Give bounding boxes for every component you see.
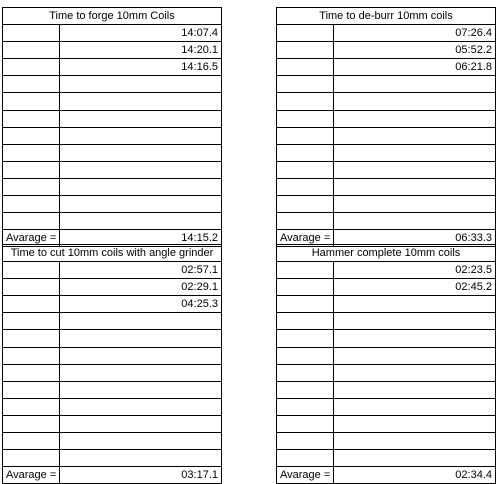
average-label[interactable]: Avarage =	[3, 467, 60, 484]
time-cell[interactable]	[60, 196, 222, 213]
average-value[interactable]: 02:34.4	[334, 467, 496, 484]
time-cell[interactable]	[60, 330, 222, 347]
time-cell[interactable]	[334, 127, 496, 144]
time-cell[interactable]	[334, 178, 496, 195]
timing-table	[276, 244, 496, 484]
time-cell[interactable]	[60, 110, 222, 127]
table-row	[3, 262, 222, 279]
table-row	[277, 144, 496, 161]
label-cell[interactable]	[277, 93, 334, 110]
time-cell[interactable]	[334, 381, 496, 398]
time-cell[interactable]: 02:57.1	[60, 262, 222, 279]
label-cell[interactable]	[3, 347, 60, 364]
table-row	[3, 76, 222, 93]
table-row	[3, 330, 222, 347]
table-row	[3, 347, 222, 364]
table-row	[277, 415, 496, 432]
label-cell[interactable]	[3, 313, 60, 330]
table-row	[3, 196, 222, 213]
average-label[interactable]: Avarage =	[277, 467, 334, 484]
label-cell[interactable]	[277, 364, 334, 381]
label-cell[interactable]	[277, 262, 334, 279]
time-cell[interactable]	[60, 381, 222, 398]
label-cell[interactable]	[277, 161, 334, 178]
table-row	[277, 313, 496, 330]
table-row	[3, 127, 222, 144]
label-cell[interactable]	[3, 450, 60, 467]
time-cell[interactable]	[334, 144, 496, 161]
time-cell[interactable]	[60, 364, 222, 381]
table-row	[3, 93, 222, 110]
table-row	[277, 127, 496, 144]
time-cell[interactable]	[60, 127, 222, 144]
average-value[interactable]: 14:15.2	[60, 230, 222, 247]
label-cell[interactable]	[3, 25, 60, 42]
time-cell[interactable]	[60, 93, 222, 110]
table-row	[277, 110, 496, 127]
time-cell[interactable]: 02:29.1	[60, 279, 222, 296]
table-row	[3, 178, 222, 195]
label-cell[interactable]	[3, 330, 60, 347]
table-row	[3, 381, 222, 398]
label-cell[interactable]	[3, 161, 60, 178]
label-cell[interactable]	[3, 59, 60, 76]
table-row	[277, 213, 496, 230]
table-row	[3, 450, 222, 467]
timing-table	[2, 7, 222, 247]
label-cell[interactable]	[277, 433, 334, 450]
time-cell[interactable]	[334, 398, 496, 415]
time-cell[interactable]	[60, 313, 222, 330]
table-row	[3, 364, 222, 381]
time-cell[interactable]	[60, 178, 222, 195]
table-row	[277, 42, 496, 59]
label-cell[interactable]	[277, 347, 334, 364]
label-cell[interactable]	[3, 42, 60, 59]
label-cell[interactable]	[277, 178, 334, 195]
average-value[interactable]: 03:17.1	[60, 467, 222, 484]
time-cell[interactable]	[334, 364, 496, 381]
label-cell[interactable]	[3, 110, 60, 127]
table-row	[3, 279, 222, 296]
label-cell[interactable]	[3, 178, 60, 195]
time-cell[interactable]	[60, 161, 222, 178]
time-cell[interactable]: 05:52.2	[334, 42, 496, 59]
label-cell[interactable]	[277, 76, 334, 93]
time-cell[interactable]	[334, 313, 496, 330]
time-cell[interactable]: 06:21.8	[334, 59, 496, 76]
label-cell[interactable]	[277, 144, 334, 161]
table-title[interactable]: Time to cut 10mm coils with angle grinder	[3, 245, 222, 262]
time-cell[interactable]	[334, 161, 496, 178]
label-cell[interactable]	[3, 93, 60, 110]
table-row	[277, 59, 496, 76]
average-label[interactable]: Avarage =	[277, 230, 334, 247]
time-cell[interactable]	[334, 110, 496, 127]
time-cell[interactable]: 14:16.5	[60, 59, 222, 76]
label-cell[interactable]	[3, 381, 60, 398]
table-row	[277, 161, 496, 178]
label-cell[interactable]	[277, 110, 334, 127]
table-row	[3, 42, 222, 59]
label-cell[interactable]	[3, 296, 60, 313]
timing-table	[2, 244, 222, 484]
table-title[interactable]: Hammer complete 10mm coils	[277, 245, 496, 262]
label-cell[interactable]	[277, 296, 334, 313]
time-cell[interactable]	[60, 415, 222, 432]
average-value[interactable]: 06:33.3	[334, 230, 496, 247]
table-row	[277, 381, 496, 398]
label-cell[interactable]	[277, 398, 334, 415]
label-cell[interactable]	[277, 330, 334, 347]
label-cell[interactable]	[3, 279, 60, 296]
label-cell[interactable]	[3, 196, 60, 213]
table-title[interactable]: Time to forge 10mm Coils	[3, 8, 222, 25]
time-cell[interactable]	[334, 450, 496, 467]
time-cell[interactable]	[334, 76, 496, 93]
table-row	[277, 330, 496, 347]
table-row	[277, 262, 496, 279]
table-row	[3, 415, 222, 432]
table-row	[3, 110, 222, 127]
time-cell[interactable]	[60, 76, 222, 93]
table-row	[277, 279, 496, 296]
label-cell[interactable]	[3, 144, 60, 161]
time-cell[interactable]: 02:23.5	[334, 262, 496, 279]
label-cell[interactable]	[3, 415, 60, 432]
timing-table	[276, 7, 496, 247]
time-cell[interactable]	[60, 450, 222, 467]
label-cell[interactable]	[3, 262, 60, 279]
table-row	[3, 213, 222, 230]
table-row	[3, 433, 222, 450]
time-cell[interactable]: 04:25.3	[60, 296, 222, 313]
label-cell[interactable]	[277, 381, 334, 398]
table-row	[277, 196, 496, 213]
time-cell[interactable]	[334, 433, 496, 450]
time-cell[interactable]	[334, 196, 496, 213]
time-cell[interactable]	[60, 398, 222, 415]
time-cell[interactable]	[60, 213, 222, 230]
table-row	[277, 364, 496, 381]
label-cell[interactable]	[277, 213, 334, 230]
label-cell[interactable]	[277, 25, 334, 42]
table-row	[277, 347, 496, 364]
table-row	[277, 398, 496, 415]
time-cell[interactable]	[334, 415, 496, 432]
time-cell[interactable]: 02:45.2	[334, 279, 496, 296]
time-cell[interactable]	[334, 93, 496, 110]
label-cell[interactable]	[277, 450, 334, 467]
label-cell[interactable]	[277, 313, 334, 330]
time-cell[interactable]	[334, 296, 496, 313]
time-cell[interactable]: 14:07.4	[60, 25, 222, 42]
time-cell[interactable]: 14:20.1	[60, 42, 222, 59]
table-row	[3, 313, 222, 330]
time-cell[interactable]	[334, 330, 496, 347]
label-cell[interactable]	[277, 127, 334, 144]
label-cell[interactable]	[3, 398, 60, 415]
average-label[interactable]: Avarage =	[3, 230, 60, 247]
time-cell[interactable]	[60, 144, 222, 161]
label-cell[interactable]	[3, 433, 60, 450]
label-cell[interactable]	[277, 196, 334, 213]
table-row	[3, 161, 222, 178]
label-cell[interactable]	[3, 76, 60, 93]
table-row	[277, 93, 496, 110]
average-row	[3, 467, 222, 484]
table-row	[277, 433, 496, 450]
table-row	[3, 144, 222, 161]
table-row	[3, 398, 222, 415]
label-cell[interactable]	[3, 213, 60, 230]
table-row	[3, 59, 222, 76]
time-cell[interactable]	[334, 213, 496, 230]
label-cell[interactable]	[277, 59, 334, 76]
label-cell[interactable]	[3, 364, 60, 381]
table-row	[277, 296, 496, 313]
time-cell[interactable]	[60, 347, 222, 364]
time-cell[interactable]	[334, 347, 496, 364]
table-row	[277, 25, 496, 42]
label-cell[interactable]	[3, 127, 60, 144]
time-cell[interactable]	[60, 433, 222, 450]
table-row	[3, 296, 222, 313]
time-cell[interactable]: 07:26.4	[334, 25, 496, 42]
average-row	[277, 467, 496, 484]
table-title[interactable]: Time to de-burr 10mm coils	[277, 8, 496, 25]
table-row	[3, 25, 222, 42]
table-row	[277, 178, 496, 195]
table-row	[277, 450, 496, 467]
label-cell[interactable]	[277, 279, 334, 296]
label-cell[interactable]	[277, 42, 334, 59]
table-row	[277, 76, 496, 93]
label-cell[interactable]	[277, 415, 334, 432]
